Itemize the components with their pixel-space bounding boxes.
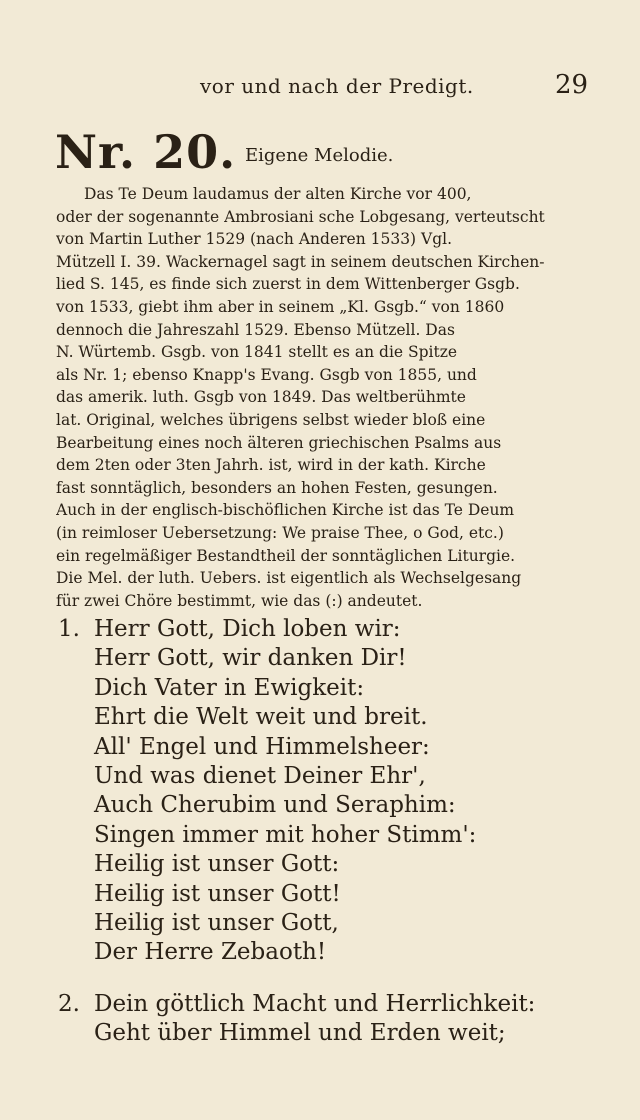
intro-line: von 1533, giebt ihm aber in seinem „Kl. Gsgb.“ von 1860 <box>56 297 505 316</box>
running-header <box>0 70 640 110</box>
intro-line: dem 2ten oder 3ten Jahrh. ist, wird in der kath. Kirche <box>56 456 486 475</box>
verse-number: 1. <box>58 616 80 642</box>
verse-lines <box>94 615 614 968</box>
verse-line: Auch Cherubim und Seraphim: <box>94 792 456 819</box>
verse-line: Heilig ist unser Gott! <box>94 880 341 907</box>
verse-line: Singen immer mit hoher Stimm': <box>94 821 477 848</box>
verse-line: Herr Gott, Dich loben wir: <box>94 616 401 642</box>
intro-paragraph <box>56 183 592 612</box>
intro-line: Mützell I. 39. Wackernagel sagt in seinem deutschen Kirchen- <box>56 252 545 271</box>
verse-line: All' Engel und Himmelsheer: <box>94 733 430 760</box>
intro-line: Bearbeitung eines noch älteren griechischen Psalms aus <box>56 433 502 452</box>
verse-line: Heilig ist unser Gott: <box>94 851 340 878</box>
page-number: 29 <box>555 70 589 100</box>
intro-line: von Martin Luther 1529 (nach Anderen 1533) Vgl. <box>56 230 453 249</box>
verse-line: Heilig ist unser Gott, <box>94 910 339 937</box>
intro-line: Das Te Deum laudamus der alten Kirche vor 400, <box>84 185 472 203</box>
verse-line: Dein göttlich Macht und Herrlichkeit: <box>94 991 536 1017</box>
hymn-number: Nr. 20. <box>55 125 237 179</box>
running-title: vor und nach der Predigt. <box>200 74 474 98</box>
intro-line: für zwei Chöre bestimmt, wie das (:) andeutet. <box>56 591 423 610</box>
intro-line: Auch in der englisch-bischöflichen Kirche ist das Te Deum <box>56 501 515 520</box>
verse-lines <box>94 990 614 1049</box>
hymn-heading <box>55 125 595 185</box>
intro-line: oder der sogenannte Ambrosiani sche Lobgesang, verteutscht <box>56 207 545 226</box>
verse-line: Der Herre Zebaoth! <box>94 939 327 966</box>
verse-line: Herr Gott, wir danken Dir! <box>94 645 407 672</box>
intro-line: Die Mel. der luth. Uebers. ist eigentlich als Wechselgesang <box>56 569 522 588</box>
verse-line: Und was dienet Deiner Ehr', <box>94 763 426 790</box>
intro-line: lat. Original, welches übrigens selbst wieder bloß eine <box>56 410 486 429</box>
intro-line: das amerik. luth. Gsgb von 1849. Das weltberühmte <box>56 388 466 407</box>
intro-line: ein regelmäßiger Bestandtheil der sonntäglichen Liturgie. <box>56 546 516 565</box>
intro-line: N. Würtemb. Gsgb. von 1841 stellt es an die Spitze <box>56 343 458 362</box>
verse-line: Geht über Himmel und Erden weit; <box>94 1020 506 1047</box>
intro-line: dennoch die Jahreszahl 1529. Ebenso Mützell. Das <box>56 320 455 339</box>
intro-line: (in reimloser Uebersetzung: We praise Thee, o God, etc.) <box>56 523 504 542</box>
intro-line: als Nr. 1; ebenso Knapp's Evang. Gsgb von 1855, und <box>56 365 477 384</box>
intro-line: fast sonntäglich, besonders an hohen Festen, gesungen. <box>56 478 498 497</box>
intro-line: lied S. 145, es finde sich zuerst in dem Wittenberger Gsgb. <box>56 275 520 294</box>
verse-number: 2. <box>58 991 80 1017</box>
verse-line: Ehrt die Welt weit und breit. <box>94 704 428 731</box>
melody-note: Eigene Melodie. <box>245 145 394 166</box>
verse-line: Dich Vater in Ewigkeit: <box>94 674 365 701</box>
